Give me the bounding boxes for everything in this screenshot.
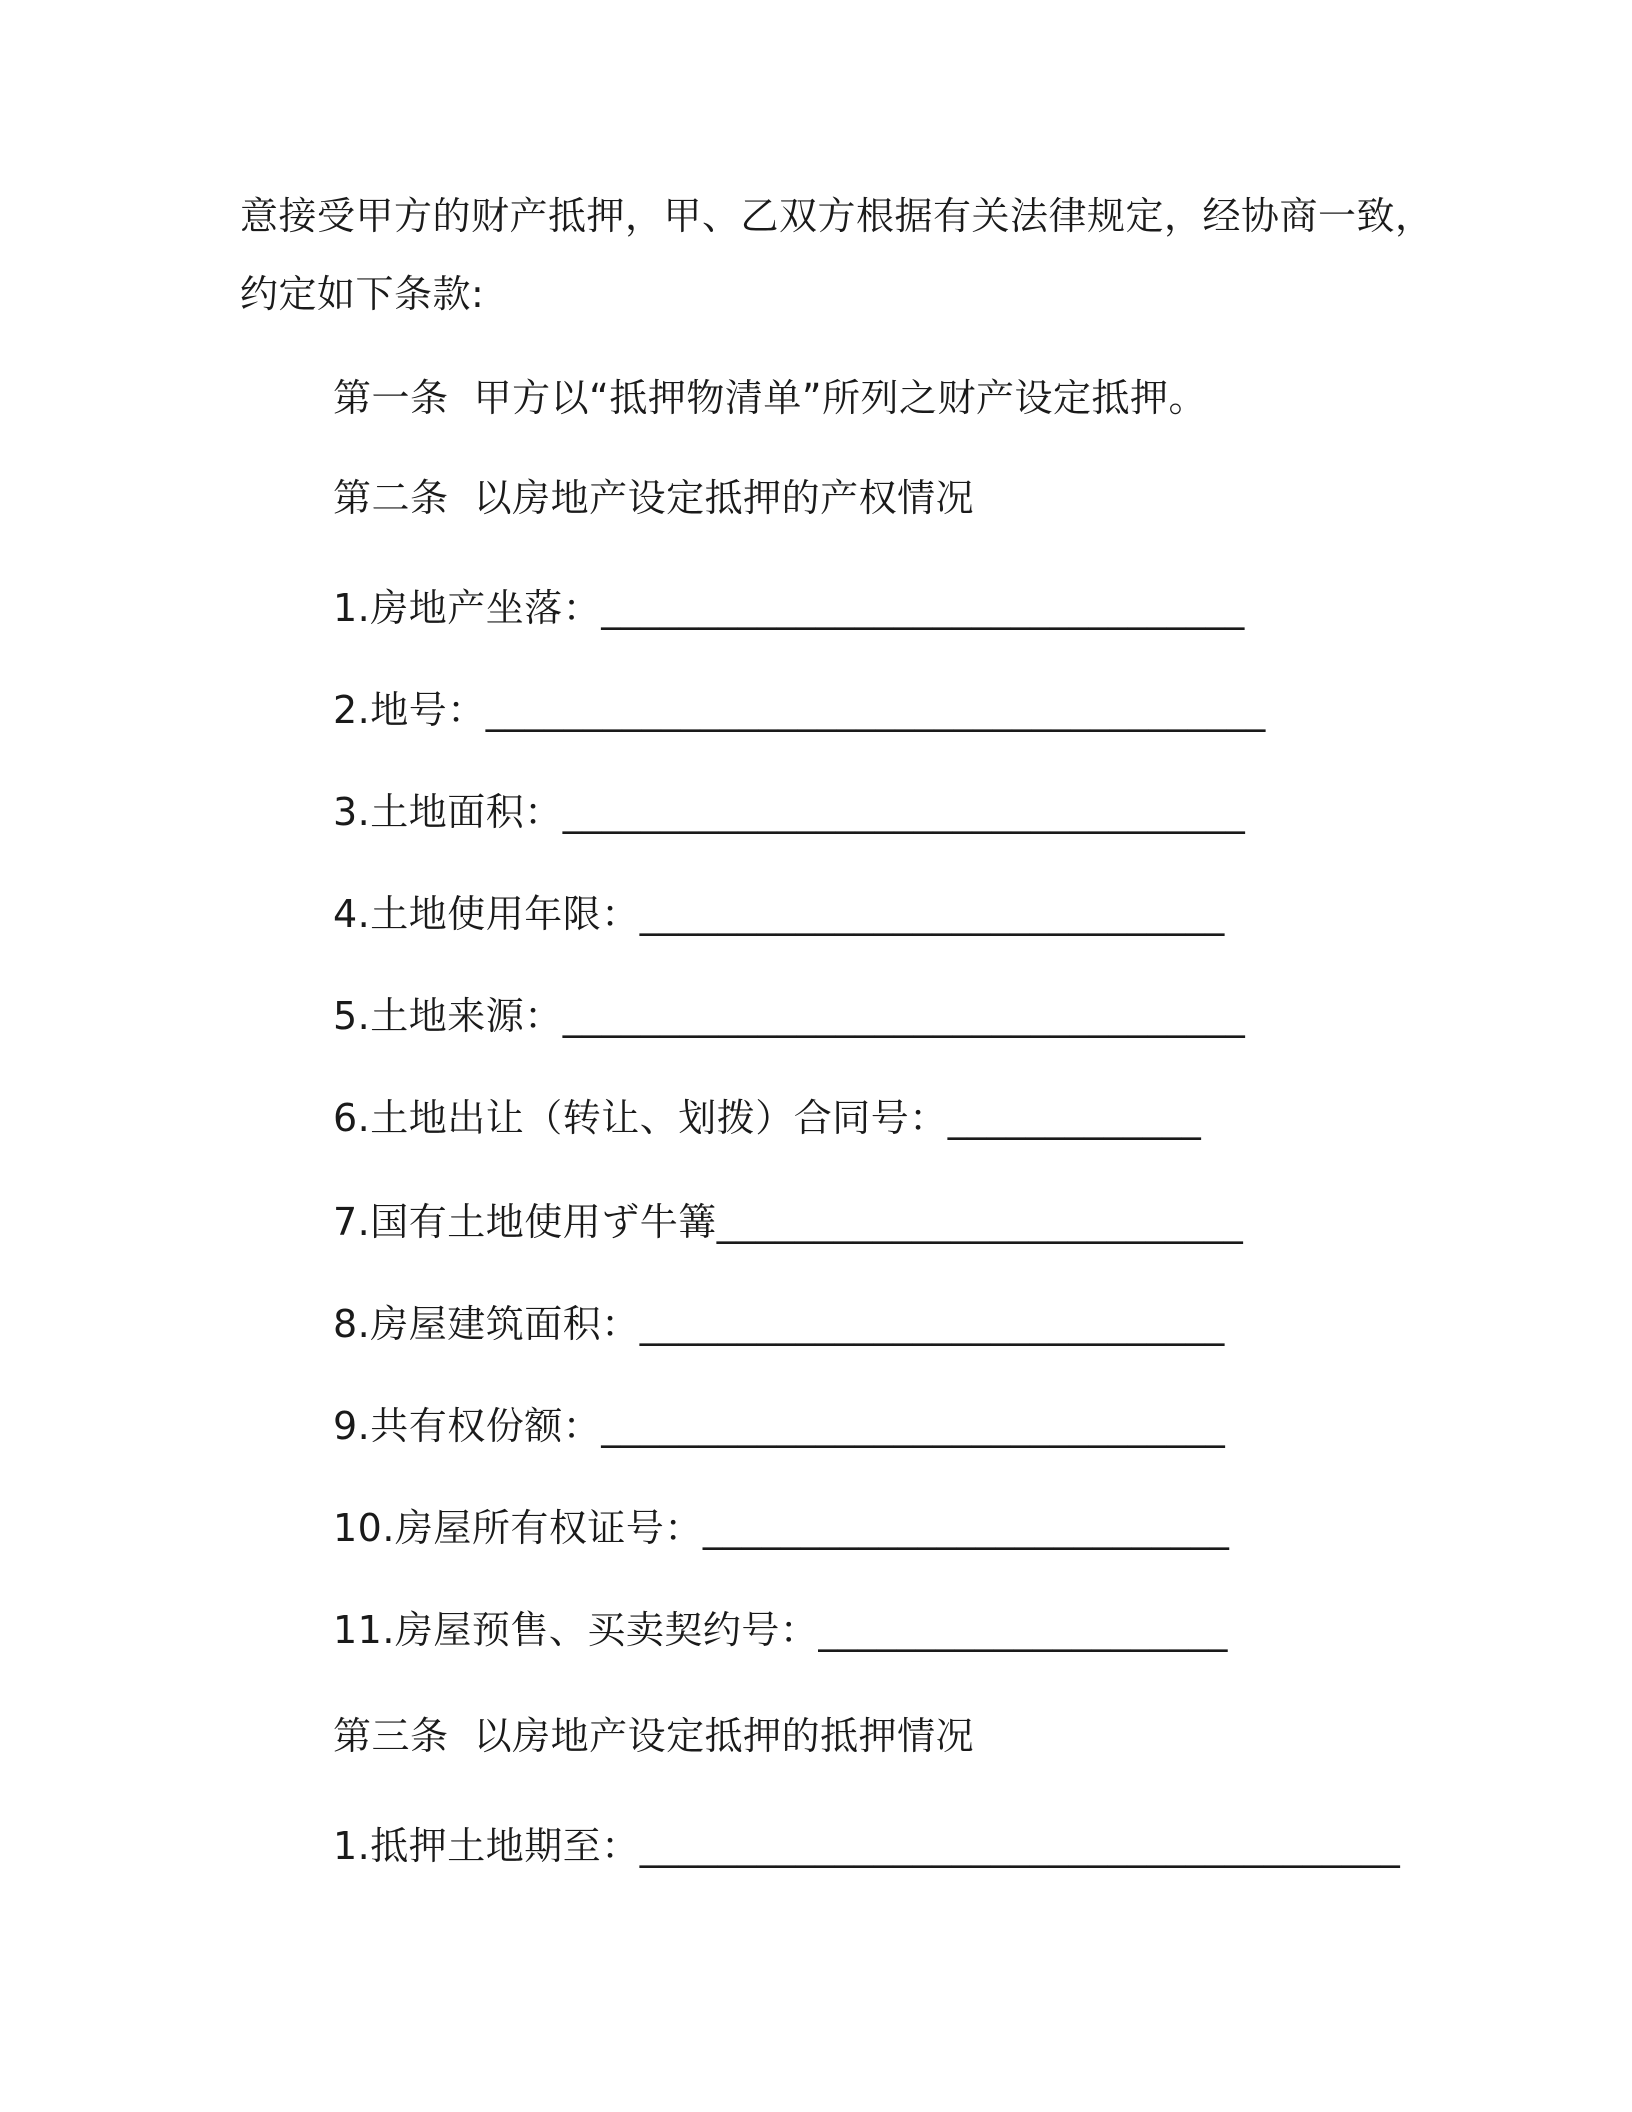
article-3-heading: 第三条 以房地产设定抵押的抵押情况	[333, 1714, 975, 1758]
article-2-item-4: 4.土地使用年限：______________________________	[333, 892, 1225, 936]
article-2-item-10: 10.房屋所有权证号：___________________________	[333, 1506, 1230, 1550]
article-2-item-8: 8.房屋建筑面积：______________________________	[333, 1302, 1225, 1346]
article-2-item-3: 3.土地面积：___________________________________	[333, 790, 1246, 834]
article-3-item-1: 1.抵押土地期至：_______________________________________	[333, 1824, 1401, 1868]
article-2-item-11: 11.房屋预售、买卖契约号：_____________________	[333, 1608, 1228, 1652]
article-2-item-1: 1.房地产坐落：_________________________________	[333, 586, 1245, 630]
article-2-item-9: 9.共有权份额：________________________________	[333, 1404, 1226, 1448]
article-2-heading: 第二条 以房地产设定抵押的产权情况	[333, 476, 975, 520]
intro-paragraph-line-1: 意接受甲方的财产抵押，甲、乙双方根据有关法律规定，经协商一致，	[240, 194, 1434, 238]
intro-paragraph-line-2: 约定如下条款:	[240, 272, 485, 316]
article-2-item-6: 6.土地出让（转让、划拨）合同号：_____________	[333, 1096, 1202, 1140]
article-2-item-2: 2.地号：________________________________________	[333, 688, 1266, 732]
article-1: 第一条 甲方以“抵押物清单”所列之财产设定抵押。	[333, 376, 1208, 420]
article-2-item-5: 5.土地来源：___________________________________	[333, 994, 1246, 1038]
article-2-item-7: 7.国有土地使用ず牛篝___________________________	[333, 1200, 1244, 1244]
